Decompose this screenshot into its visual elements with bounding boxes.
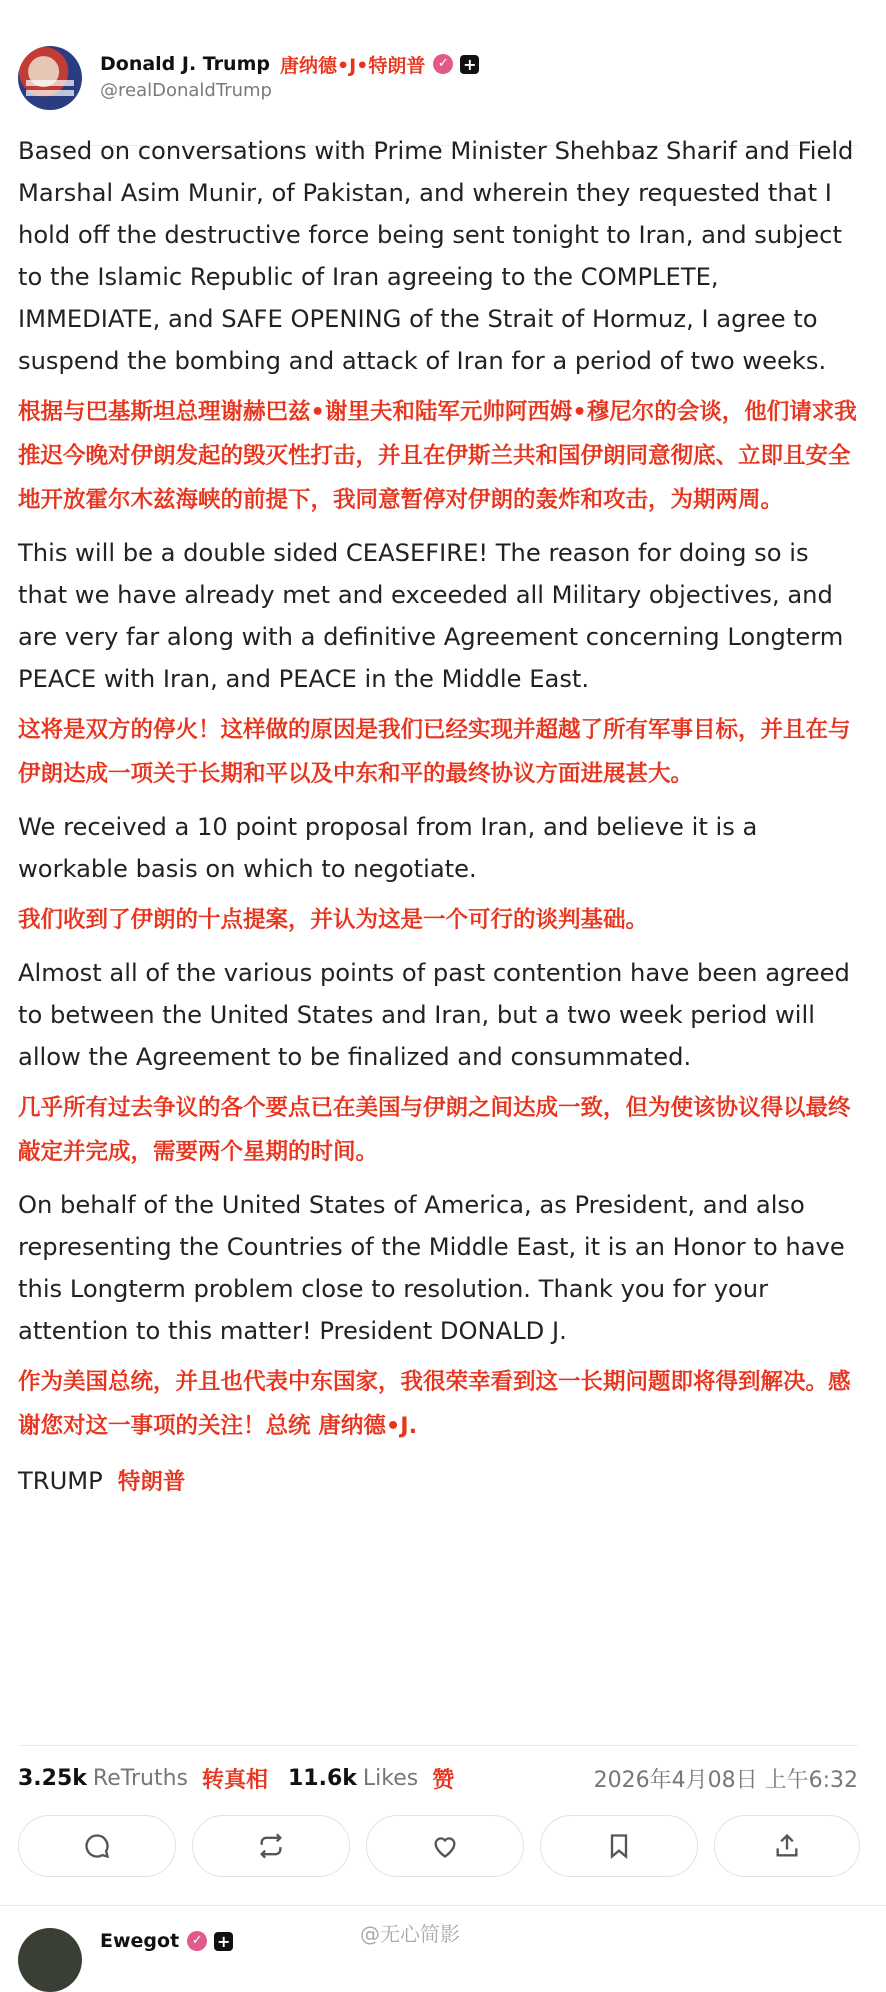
paragraph-cn-2: 这将是双方的停火！这样做的原因是我们已经实现并超越了所有军事目标，并且在与伊朗达成一项关于长期和平以及中东和平的最终协议方面进展甚大。 xyxy=(18,717,851,787)
paragraph-en-4: Almost all of the various points of past contention have been agreed to between the United States and Iran, but a two week period will allow the Agreement to be finalized and consummated. xyxy=(18,959,850,1071)
paragraph-cn-5: 作为美国总统，并且也代表中东国家，我很荣幸看到这一长期问题即将得到解决。感谢您对这一事项的关注！总统 唐纳德•J. xyxy=(18,1369,851,1439)
repost-icon xyxy=(257,1832,285,1860)
verified-badge-icon: ✓ xyxy=(433,54,453,74)
comment-icon xyxy=(83,1832,111,1860)
plus-badge-icon: + xyxy=(460,55,479,74)
bookmark-icon xyxy=(605,1832,633,1860)
next-post-avatar[interactable] xyxy=(18,1928,82,1992)
name-row xyxy=(100,50,479,78)
paragraph-cn-4: 几乎所有过去争议的各个要点已在美国与伊朗之间达成一致，但为使该协议得以最终敲定并完成，需要两个星期的时间。 xyxy=(18,1095,851,1165)
watermark: @无心简影 xyxy=(360,1922,460,1946)
paragraph-en-1: Based on conversations with Prime Minister Shehbaz Sharif and Field Marshal Asim Munir, of Pakistan, and wherein they requested that I hold off the destructive force being sent tonight to Iran, and subject to the Islamic Republic of Iran agreeing to the COMPLETE, IMMEDIATE, and SAFE OPENING of the Strait of Hormuz, I agree to suspend the bombing and attack of Iran for a period of two weeks. xyxy=(18,137,854,375)
retruth-button[interactable] xyxy=(192,1815,350,1877)
paragraph-en-5: On behalf of the United States of America, as President, and also representing the Countries of the Middle East, it is an Honor to have this Longterm problem close to resolution. Thank you for your attention to this matter! President DONALD J. xyxy=(18,1191,845,1345)
retruths-count[interactable]: 3.25k xyxy=(18,1765,87,1791)
next-post-author[interactable] xyxy=(100,1930,233,1952)
next-post-display-name[interactable]: Ewegot xyxy=(100,1930,180,1952)
bookmark-button[interactable] xyxy=(540,1815,698,1877)
paragraph-cn-1: 根据与巴基斯坦总理谢赫巴兹•谢里夫和陆军元帅阿西姆•穆尼尔的会谈，他们请求我推迟今晚对伊朗发起的毁灭性打击，并且在伊斯兰共和国伊朗同意彻底、立即且安全地开放霍尔木兹海峡的前提下，我同意暂停对伊朗的轰炸和攻击，为期两周。 xyxy=(18,399,857,513)
divider xyxy=(18,1745,858,1746)
likes-count[interactable]: 11.6k xyxy=(288,1765,357,1791)
post-header xyxy=(18,44,868,114)
post-stats xyxy=(18,1758,858,1798)
closing-en: TRUMP xyxy=(18,1467,103,1495)
reply-button[interactable] xyxy=(18,1815,176,1877)
closing-line xyxy=(18,1460,863,1504)
paragraph-cn-3: 我们收到了伊朗的十点提案，并认为这是一个可行的谈判基础。 xyxy=(18,907,649,933)
verified-badge-icon: ✓ xyxy=(187,1931,207,1951)
likes-label[interactable]: Likes xyxy=(362,1765,419,1791)
display-name[interactable]: Donald J. Trump xyxy=(100,53,270,75)
paragraph-en-3: We received a 10 point proposal from Iran, and believe it is a workable basis on which to negotiate. xyxy=(18,813,758,883)
heart-icon xyxy=(431,1832,459,1860)
closing-cn: 特朗普 xyxy=(117,1469,186,1495)
likes-label-translation: 赞 xyxy=(432,1767,455,1793)
avatar[interactable] xyxy=(18,46,82,110)
paragraph-en-2: This will be a double sided CEASEFIRE! The reason for doing so is that we have already met and exceeded all Military objectives, and are very far along with a definitive Agreement concerning Longterm PEACE with Iran, and PEACE in the Middle East. xyxy=(18,539,844,693)
user-handle[interactable]: @realDonaldTrump xyxy=(100,80,272,101)
divider xyxy=(0,1905,886,1906)
action-bar xyxy=(18,1815,860,1879)
plus-badge-icon: + xyxy=(214,1932,233,1951)
like-button[interactable] xyxy=(366,1815,524,1877)
retruths-label-translation: 转真相 xyxy=(201,1767,268,1793)
display-name-translation: 唐纳德•J•特朗普 xyxy=(279,54,426,77)
share-button[interactable] xyxy=(714,1815,860,1877)
share-icon xyxy=(773,1832,801,1860)
retruths-label[interactable]: ReTruths xyxy=(92,1765,188,1791)
post-timestamp[interactable]: 2026年4月08日 上午6:32 xyxy=(593,1767,858,1793)
